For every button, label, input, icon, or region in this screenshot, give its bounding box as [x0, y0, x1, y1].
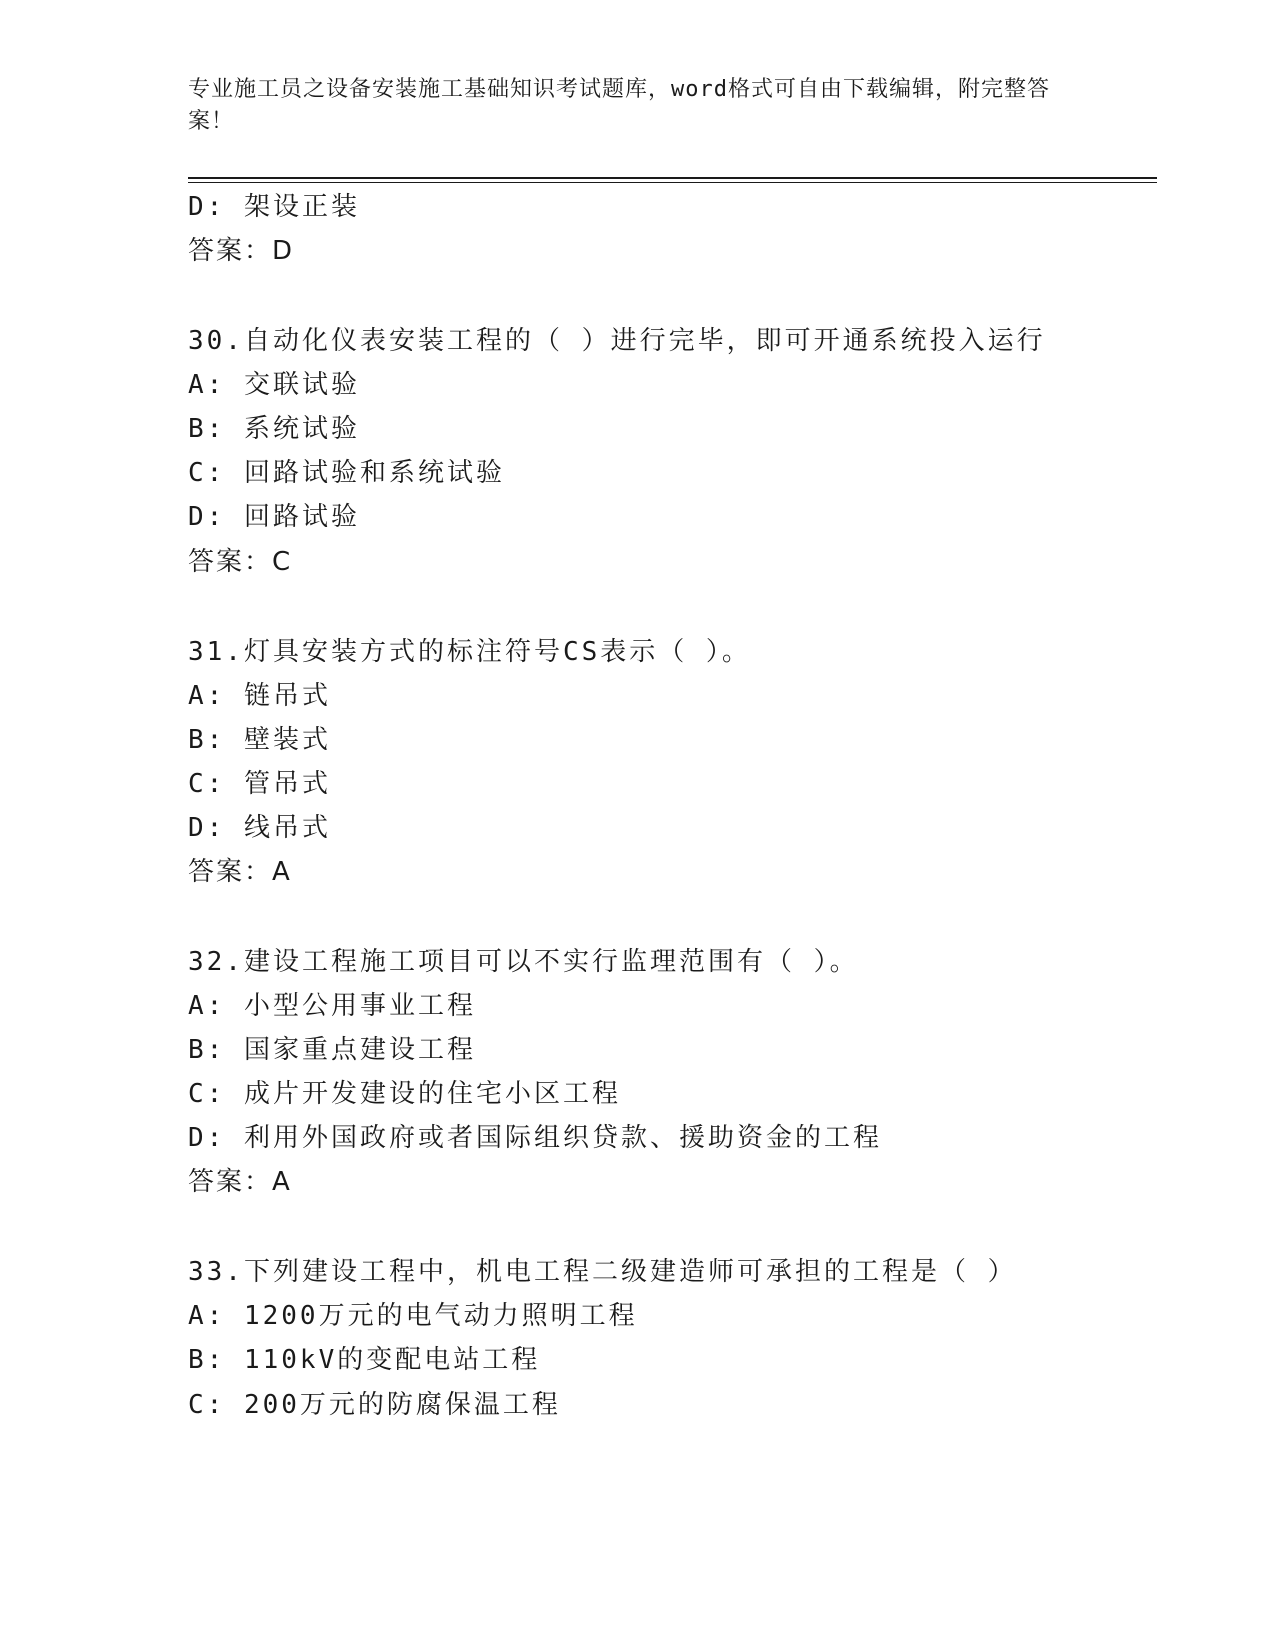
header-divider-thick	[188, 177, 1157, 179]
answer-line: 答案：A	[188, 857, 292, 887]
option-a: A: 小型公用事业工程	[188, 991, 476, 1021]
option-c: C: 管吊式	[188, 769, 331, 799]
answer-line: 答案：D	[188, 236, 295, 266]
option-d: D: 架设正装	[188, 192, 360, 222]
option-c: C: 成片开发建设的住宅小区工程	[188, 1079, 621, 1109]
answer-line: 答案：C	[188, 547, 293, 577]
option-a: A: 链吊式	[188, 681, 331, 711]
document-header: 专业施工员之设备安装施工基础知识考试题库，word格式可自由下载编辑，附完整答案！	[188, 77, 1050, 134]
answer-line: 答案：A	[188, 1167, 292, 1197]
option-d: D: 回路试验	[188, 502, 360, 532]
option-b: B: 系统试验	[188, 414, 360, 444]
option-a: A: 1200万元的电气动力照明工程	[188, 1301, 638, 1331]
option-b: B: 国家重点建设工程	[188, 1035, 476, 1065]
option-d: D: 线吊式	[188, 813, 331, 843]
option-c: C: 200万元的防腐保温工程	[188, 1390, 561, 1420]
option-d: D: 利用外国政府或者国际组织贷款、援助资金的工程	[188, 1123, 882, 1153]
option-b: B: 110kV的变配电站工程	[188, 1345, 541, 1375]
header-divider-thin	[188, 182, 1157, 183]
option-a: A: 交联试验	[188, 370, 360, 400]
option-b: B: 壁装式	[188, 725, 331, 755]
option-c: C: 回路试验和系统试验	[188, 458, 505, 488]
question-31: 31.灯具安装方式的标注符号CS表示（ ）。	[188, 637, 751, 667]
question-33: 33.下列建设工程中，机电工程二级建造师可承担的工程是（ ）	[188, 1257, 1017, 1287]
question-32: 32.建设工程施工项目可以不实行监理范围有（ ）。	[188, 947, 859, 977]
question-30: 30.自动化仪表安装工程的（ ）进行完毕，即可开通系统投入运行	[188, 326, 1046, 356]
